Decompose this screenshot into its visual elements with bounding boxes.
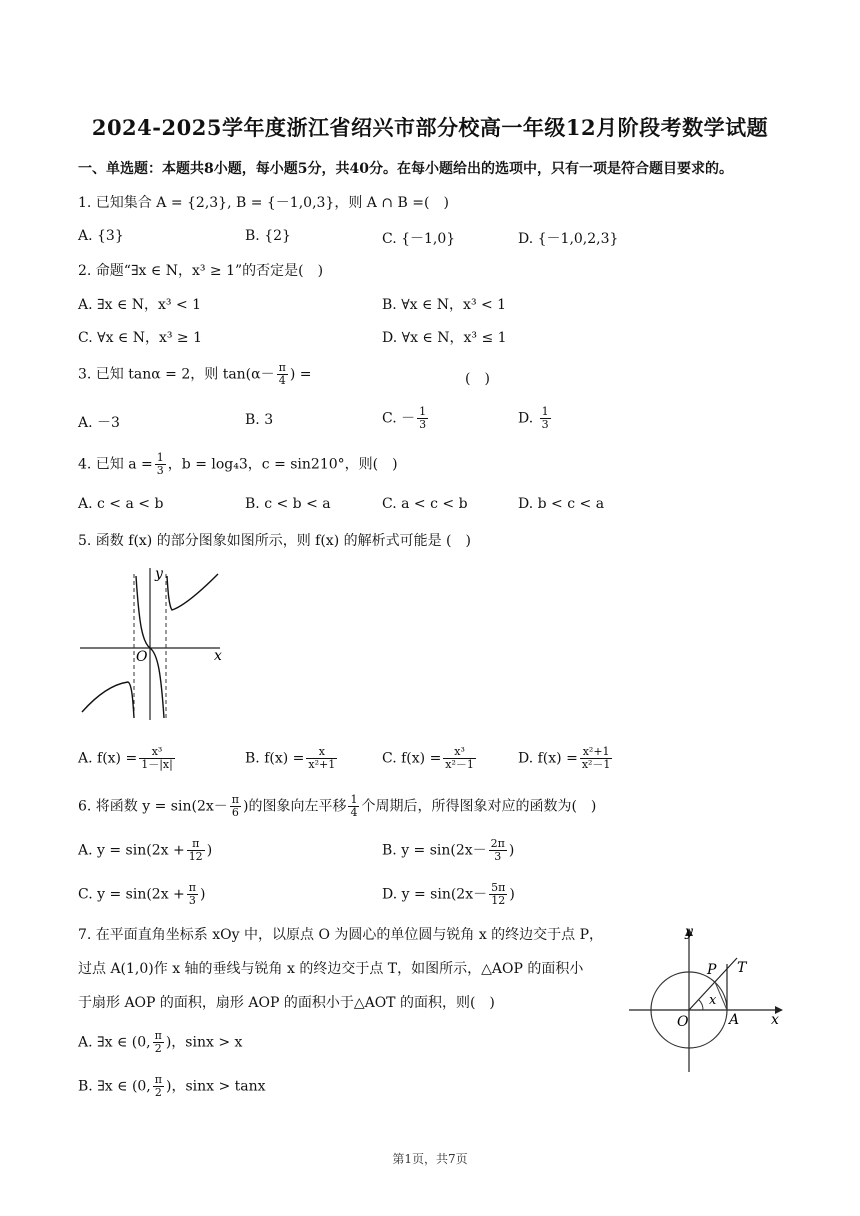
angle-arc xyxy=(699,1000,703,1010)
page-footer: 第1页，共7页 xyxy=(392,1152,468,1166)
diagram-x-label: x xyxy=(771,1012,779,1028)
page-title: 2024-2025学年度浙江省绍兴市部分校高一年级12月阶段考数学试题 xyxy=(91,115,769,140)
question-5-stem: 5. 函数 f(x) 的部分图象如图所示，则 f(x) 的解析式可能是 ( ) xyxy=(78,533,471,549)
graph-origin-label: O xyxy=(136,649,148,665)
chord-pa xyxy=(715,982,727,1010)
curve-left-branch xyxy=(82,682,134,718)
question-6-stem: 6. 将函数 y = sin(2x－ $\frac{\pi}{6}$ )的图象向左平移 $\frac{1}{4}$ 个周期后，所得图象对应的函数为( ) xyxy=(78,793,597,819)
diagram-point-p: P xyxy=(707,962,717,978)
q6-option-d: D. y = sin(2x－ $\frac{5\pi}{12}$ ) xyxy=(382,881,515,907)
section-heading: 一、单选题：本题共8小题，每小题5分，共40分。在每小题给出的选项中，只有一项是符合题目要求的。 xyxy=(78,161,733,177)
q6-option-b: B. y = sin(2x－ $\frac{2\pi}{3}$ ) xyxy=(382,837,515,863)
question-7-stem-line-3: 于扇形 AOP 的面积，扇形 AOP 的面积小于△AOT 的面积，则( ) xyxy=(78,995,495,1011)
question-3-stem: 3. 已知 tanα = 2，则 tan(α－ $\frac{\pi}{4}$ ) = xyxy=(78,361,312,387)
q7-option-a: A. ∃x ∈ (0, $\frac{\pi}{2}$ )，sinx > x xyxy=(78,1029,243,1055)
q3-option-b: B. 3 xyxy=(245,412,274,428)
curve-right-branch xyxy=(167,574,218,610)
question-1-stem: 1. 已知集合 A = {2,3}, B = {－1,0,3}，则 A ∩ B =( ) xyxy=(78,195,449,211)
q1-option-a: A. {3} xyxy=(78,228,124,244)
q3-option-c: C. － $\frac{1}{3}$ xyxy=(382,405,427,431)
q5-option-b: B. f(x) = $\frac{x}{\text{x²+1}}$ xyxy=(245,745,336,771)
q5-option-d: D. f(x) = $\frac{\text{x²+1}}{\text{x²－1}}$ xyxy=(518,745,611,771)
diagram-point-t: T xyxy=(737,960,747,976)
q5-option-a: A. f(x) = $\frac{\text{x³}}{1-|x|}$ xyxy=(78,745,173,771)
question-2-stem: 2. 命题“∃x ∈ N，x³ ≥ 1”的否定是( ) xyxy=(78,263,324,279)
q4-option-a: A. c < a < b xyxy=(78,496,164,512)
q4-option-c: C. a < c < b xyxy=(382,496,468,512)
q7-option-b: B. ∃x ∈ (0, $\frac{\pi}{2}$ )，sinx > tanx xyxy=(78,1073,266,1099)
q2-option-d: D. ∀x ∈ N，x³ ≤ 1 xyxy=(382,330,507,346)
diagram-origin-label: O xyxy=(677,1014,689,1030)
q2-option-a: A. ∃x ∈ N，x³ < 1 xyxy=(78,297,202,313)
q2-option-b: B. ∀x ∈ N，x³ < 1 xyxy=(382,297,507,313)
diagram-point-a: A xyxy=(729,1012,740,1028)
question-7-stem-line-2: 过点 A(1,0)作 x 轴的垂线与锐角 x 的终边交于点 T，如图所示，△AOP 的面积小 xyxy=(78,961,584,977)
q3-option-d: D. $\frac{1}{3}$ xyxy=(518,405,549,431)
q5-option-c: C. f(x) = $\frac{\text{x³}}{\text{x²－1}}$ xyxy=(382,745,474,771)
q6-option-a: A. y = sin(2x + $\frac{\pi}{12}$ ) xyxy=(78,837,213,863)
q1-option-d: D. {－1,0,2,3} xyxy=(518,231,619,247)
graph-x-label: x xyxy=(214,648,222,664)
q2-option-c: C. ∀x ∈ N，x³ ≥ 1 xyxy=(78,330,203,346)
q3-option-a: A. －3 xyxy=(78,415,120,431)
q6-option-c: C. y = sin(2x + $\frac{\pi}{3}$ ) xyxy=(78,881,206,907)
question-7-stem-line-1: 7. 在平面直角坐标系 xOy 中，以原点 O 为圆心的单位圆与锐角 x 的终边交于点 P， xyxy=(78,927,604,943)
q4-option-b: B. c < b < a xyxy=(245,496,331,512)
q1-option-b: B. {2} xyxy=(245,228,291,244)
question-4-stem: 4. 已知 a = $\frac{1}{3}$ ，b = log₄3，c = sin210°，则( ) xyxy=(78,451,398,477)
q7-unit-circle-diagram xyxy=(625,920,785,1076)
q5-function-graph xyxy=(78,562,238,724)
q1-option-c: C. {－1,0} xyxy=(382,231,456,247)
graph-y-label: y xyxy=(155,566,163,582)
q4-option-d: D. b < c < a xyxy=(518,496,605,512)
question-3-paren: ( ) xyxy=(465,371,490,387)
diagram-angle-label: x xyxy=(709,993,717,1008)
diagram-y-label: y xyxy=(685,924,693,940)
